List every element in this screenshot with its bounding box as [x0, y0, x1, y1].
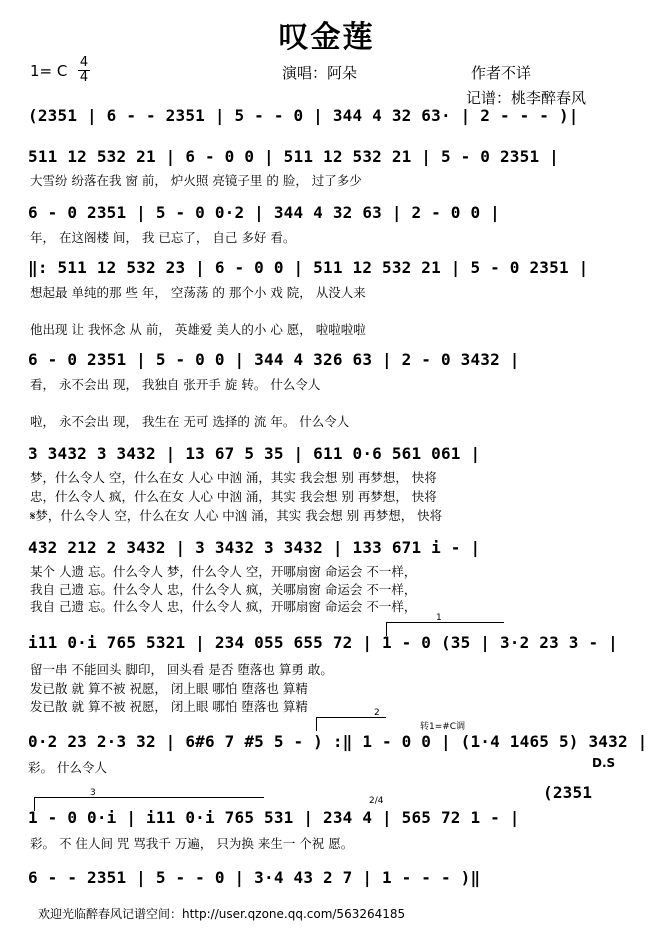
- time-signature-bottom: 4: [79, 70, 89, 85]
- lyric-line: 发已散 就 算不被 祝愿， 闭上眼 哪怕 堕落也 算精: [30, 681, 308, 696]
- modulation-marker: 转1=#C调: [420, 722, 466, 732]
- lyric-line: 我自 己遗 忘。什么令人 忠，什么令人 疯，开哪扇窗 命运会 不一样，: [30, 599, 417, 614]
- dal-segno-marker: D.S: [592, 756, 616, 770]
- lyric-line: 大雪纷 纷落在我 窗 前， 炉火照 亮镜子里 的 脸， 过了多少: [30, 173, 362, 188]
- notation-row: 6 - 0 2351 | 5 - 0 0·2 | 344 4 32 63 | 2 - 0 0 |: [28, 203, 500, 222]
- lyric-line: 我自 己遗 忘。什么令人 忠，什么令人 疯，关哪扇窗 命运会 不一样，: [30, 582, 417, 597]
- notation-row: i11 0·i 765 5321 | 234 055 655 72 | 1 - 0 (35 | 3·2 23 3 - |: [28, 633, 618, 652]
- key-signature: 1= C: [30, 62, 68, 80]
- volta-bracket-2-edge: [316, 717, 317, 731]
- notation-row: 432 212 2 3432 | 3 3432 3 3432 | 133 671 i - |: [28, 538, 481, 557]
- lyric-line: 某个 人遗 忘。什么令人 梦，什么令人 空，开哪扇窗 命运会 不一样，: [30, 564, 417, 579]
- volta-number-2: 2: [374, 708, 380, 718]
- lyric-line: 他出现 让 我怀念 从 前， 英雄爱 美人的小 心 愿， 啦啦啦啦: [30, 322, 366, 337]
- notation-row: 6 - 0 2351 | 5 - 0 0 | 344 4 326 63 | 2 - 0 3432 |: [28, 350, 520, 369]
- notation-row: ‖: 511 12 532 23 | 6 - 0 0 | 511 12 532 21 | 5 - 0 2351 |: [28, 258, 589, 277]
- lyric-line: 年， 在这阁楼 间， 我 已忘了， 自己 多好 看。: [30, 230, 296, 245]
- notation-row: (2351 | 6 - - 2351 | 5 - - 0 | 344 4 32 63· | 2 - - - )|: [28, 106, 579, 125]
- lyric-line: 留一串 不能回头 脚印， 回头看 是否 堕落也 算勇 敢。: [30, 662, 333, 677]
- volta-number-3: 3: [90, 788, 96, 798]
- time-change-marker: 2/4: [369, 796, 384, 806]
- lyric-line: 𝄋梦，什么令人 空，什么在女 人心 中汹 涌，其实 我会想 别 再梦想， 快将: [30, 508, 443, 523]
- footer-credit: 欢迎光临醉春风记谱空间：http://user.qzone.qq.com/563264185: [38, 907, 406, 921]
- volta-bracket-1: [386, 622, 504, 623]
- time-signature: [78, 56, 90, 84]
- song-title: 叹金莲: [278, 20, 375, 55]
- lyric-line: 啦， 永不会出 现， 我生在 无可 选择的 流 年。 什么令人: [30, 414, 350, 429]
- volta-bracket-3: [34, 797, 264, 798]
- lyric-line: 想起最 单纯的那 些 年， 空荡荡 的 那个小 戏 院， 从没人来: [30, 285, 366, 300]
- lyric-line: 彩。 什么令人: [28, 760, 107, 775]
- lyric-line: 彩。 不 住人间 咒 骂我千 万遍， 只为换 来生一 个祝 愿。: [30, 836, 354, 851]
- singer-credit: 演唱：阿朵: [282, 64, 358, 82]
- notation-row: 3 3432 3 3432 | 13 67 5 35 | 611 0·6 561 061 |: [28, 444, 481, 463]
- composer-credit: 作者不详: [471, 64, 532, 82]
- notation-row: 6 - - 2351 | 5 - - 0 | 3·4 43 2 7 | 1 - - - )‖: [28, 868, 481, 887]
- lyric-line: 看， 永不会出 现， 我独自 张开手 旋 转。 什么令人: [30, 377, 321, 392]
- notation-row: 511 12 532 21 | 6 - 0 0 | 511 12 532 21 | 5 - 0 2351 |: [28, 147, 559, 166]
- lyric-line: 发已散 就 算不被 祝愿， 闭上眼 哪怕 堕落也 算精: [30, 699, 308, 714]
- volta-number-1: 1: [436, 613, 442, 623]
- lyric-line: 忠，什么令人 疯，什么在女 人心 中汹 涌，其实 我会想 别 再梦想， 快将: [30, 489, 437, 504]
- notation-row: 1 - 0 0·i | i11 0·i 765 531 | 234 4 | 565 72 1 - |: [28, 808, 520, 827]
- time-signature-top: 4: [79, 55, 89, 70]
- transcriber-credit: 记谱：桃李醉春风: [466, 89, 587, 107]
- notation-row: 0·2 23 2·3 32 | 6#6 7 #5 5 - ) :‖ 1 - 0 0 | (1·4 1465 5) 3432 |: [28, 732, 648, 751]
- pickup-notes: (2351: [543, 783, 593, 802]
- lyric-line: 梦，什么令人 空，什么在女 人心 中汹 涌，其实 我会想 别 再梦想， 快将: [30, 470, 437, 485]
